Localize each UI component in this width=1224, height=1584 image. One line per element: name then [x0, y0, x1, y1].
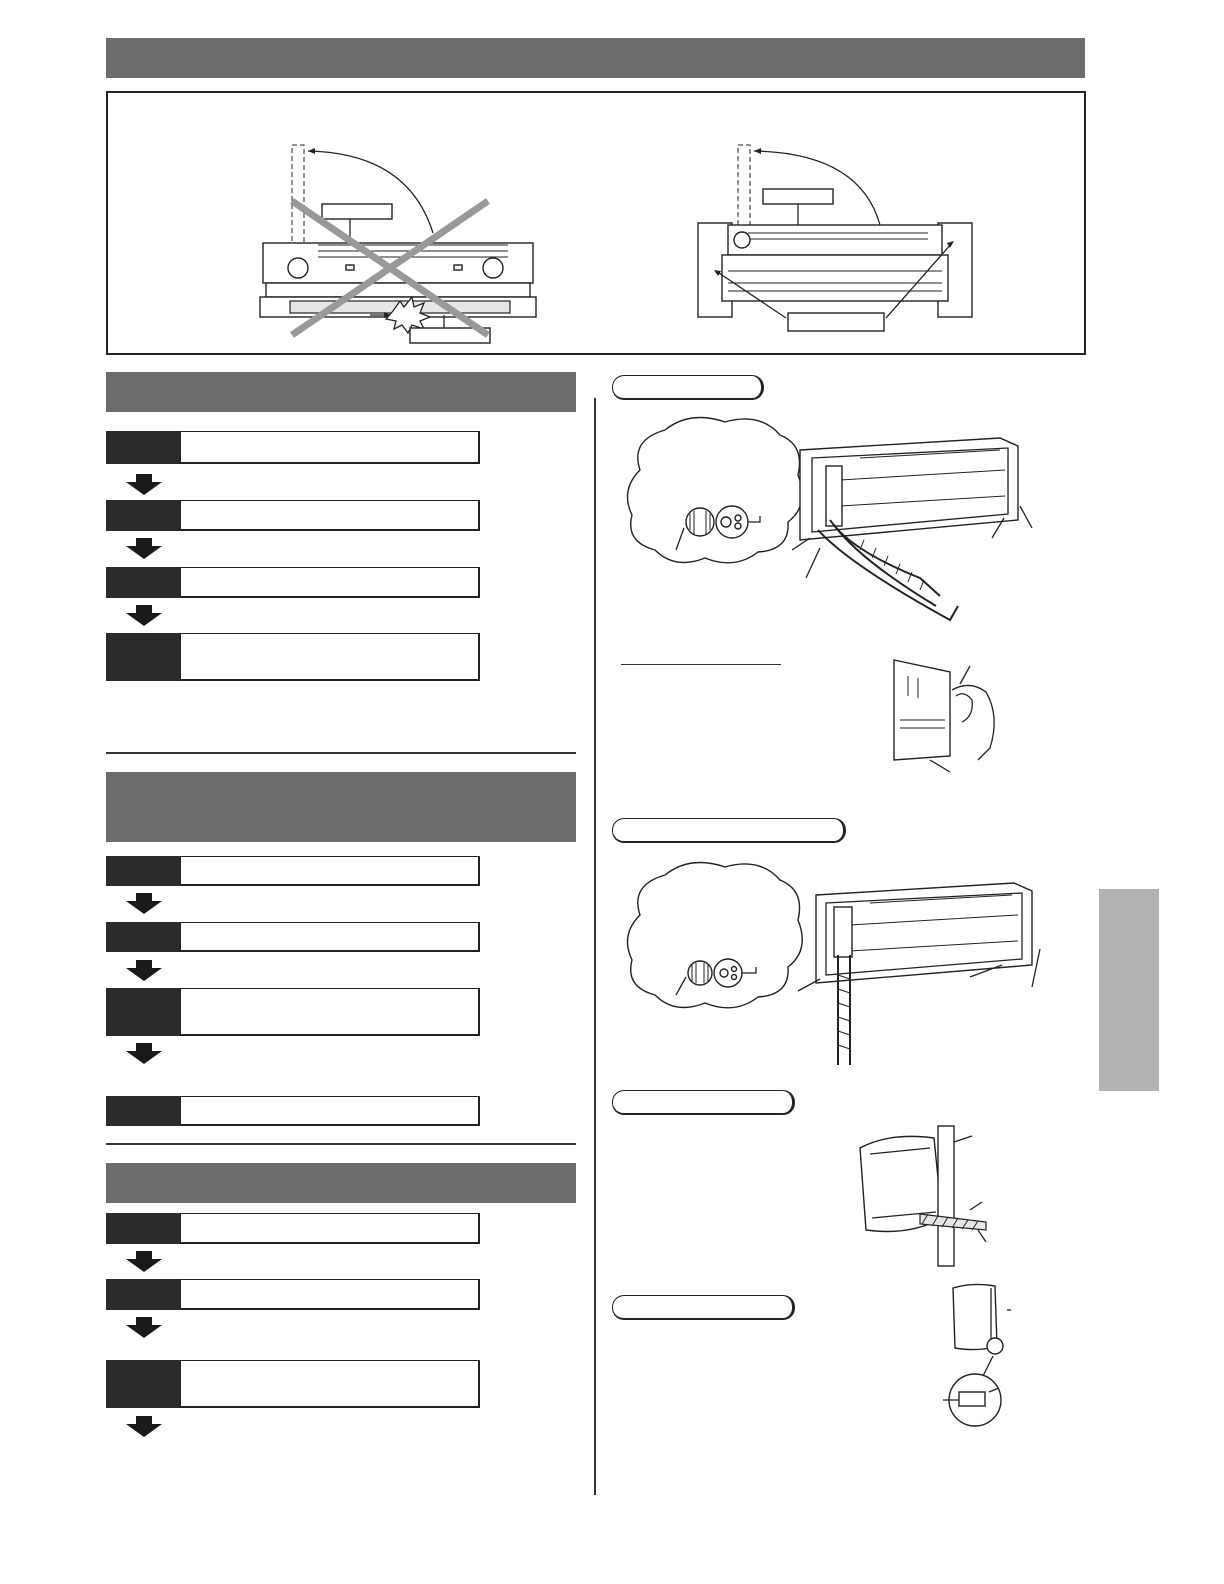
figure-a-label-pill	[612, 375, 764, 400]
section-1-step-4-marker	[106, 633, 182, 681]
section-2-step-1-box	[180, 856, 480, 886]
column-divider	[594, 398, 596, 1495]
down-arrow-icon	[124, 605, 164, 627]
section-2-header	[106, 772, 576, 842]
section-3-step-1-marker	[106, 1213, 182, 1244]
figure-c-label-pill	[612, 818, 846, 843]
section-2-step-3-marker	[106, 988, 182, 1036]
section-3-step-2-box	[180, 1279, 480, 1310]
side-tab	[1099, 889, 1159, 1091]
section-1-step-1-box	[180, 431, 480, 464]
section-3-header	[106, 1163, 576, 1203]
section-1-step-2-marker	[106, 500, 182, 531]
section-2-step-2-box	[180, 922, 480, 952]
figure-d-label-pill	[612, 1090, 795, 1115]
down-arrow-icon	[124, 538, 164, 560]
section-1-header	[106, 372, 576, 412]
section-divider	[106, 752, 576, 754]
down-arrow-icon	[124, 1416, 164, 1438]
correct-unit-drawing	[108, 93, 1088, 357]
down-arrow-icon	[124, 474, 164, 496]
section-1-step-1-marker	[106, 431, 182, 464]
section-2-step-4-box	[180, 1096, 480, 1126]
down-arrow-icon	[124, 960, 164, 982]
indoor-unit-left-piping-drawing	[620, 855, 1080, 1075]
top-header-bar	[106, 38, 1085, 78]
section-1-step-3-marker	[106, 567, 182, 598]
section-2-step-1-marker	[106, 856, 182, 886]
top-illustration-panel	[106, 91, 1086, 355]
down-arrow-icon	[124, 1043, 164, 1065]
section-2-step-4-marker	[106, 1096, 182, 1126]
hand-releasing-hook-drawing	[890, 656, 1010, 776]
indoor-unit-rear-piping-drawing	[620, 410, 1080, 640]
section-1-step-2-box	[180, 500, 480, 531]
section-3-step-3-marker	[106, 1360, 182, 1408]
section-3-step-3-box	[180, 1360, 480, 1408]
down-arrow-icon	[124, 1251, 164, 1273]
section-1-step-3-box	[180, 567, 480, 598]
section-3-step-2-marker	[106, 1279, 182, 1310]
section-1-step-4-box	[180, 633, 480, 681]
unit-on-wall-side-drawing	[850, 1118, 1000, 1268]
figure-b-caption-rule	[621, 664, 781, 665]
section-2-step-2-marker	[106, 922, 182, 952]
section-3-step-1-box	[180, 1213, 480, 1244]
down-arrow-icon	[124, 1317, 164, 1339]
section-divider	[106, 1143, 576, 1145]
figure-e-label-pill	[612, 1295, 795, 1320]
section-2-step-3-box	[180, 988, 480, 1036]
down-arrow-icon	[124, 893, 164, 915]
unit-bottom-detail-drawing	[935, 1280, 1015, 1430]
